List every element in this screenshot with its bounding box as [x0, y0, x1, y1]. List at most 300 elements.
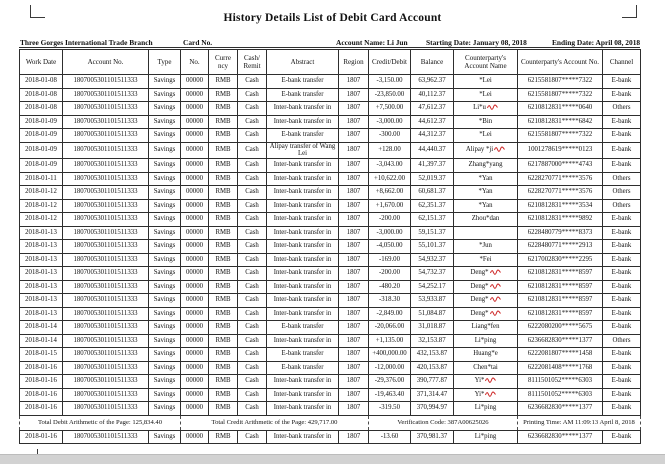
cell-account-no: 1807005301101511333 [63, 115, 149, 129]
cell-type: Savings [149, 240, 181, 254]
cell-work-date: 2018-01-16 [20, 430, 63, 444]
cell-region: 1807 [339, 375, 369, 389]
cell-type: Savings [149, 348, 181, 362]
cell-channel: E-bank [603, 348, 641, 362]
cell-channel: E-bank [603, 375, 641, 389]
cell-currency: RMB [209, 375, 238, 389]
cell-channel: E-bank [603, 75, 641, 89]
cell-counterparty-account-no: 6222081408*****1768 [518, 361, 603, 375]
cell-currency: RMB [209, 186, 238, 200]
redaction-scribble-icon [490, 269, 501, 275]
cell-region: 1807 [339, 102, 369, 116]
cell-no: 00000 [181, 199, 209, 213]
cell-cash-remit: Cash [238, 115, 267, 129]
table-row [20, 307, 641, 321]
cell-cash-remit: Cash [238, 430, 267, 444]
cell-currency: RMB [209, 75, 238, 89]
column-header-counterparty-account-no: Counterparty's Account No. [518, 50, 603, 75]
cell-cash-remit: Cash [238, 159, 267, 173]
cell-region: 1807 [339, 226, 369, 240]
cell-channel: E-bank [603, 129, 641, 143]
table-body [20, 75, 641, 416]
branch-name: Three Gorges International Trade Branch [20, 38, 153, 47]
cell-no: 00000 [181, 75, 209, 89]
cell-abstract: Inter-bank transfer in [267, 294, 339, 308]
cell-region: 1807 [339, 307, 369, 321]
cell-currency: RMB [209, 321, 238, 335]
cell-work-date: 2018-01-16 [20, 375, 63, 389]
cell-channel: Others [603, 199, 641, 213]
cell-work-date: 2018-01-14 [20, 334, 63, 348]
cell-channel: E-bank [603, 142, 641, 159]
cell-work-date: 2018-01-08 [20, 75, 63, 89]
cell-abstract: Inter-bank transfer in [267, 375, 339, 389]
cell-balance: 63,962.37 [411, 75, 454, 89]
cell-currency: RMB [209, 240, 238, 254]
cell-no: 00000 [181, 348, 209, 362]
cell-type: Savings [149, 142, 181, 159]
table-row [20, 361, 641, 375]
cell-no: 00000 [181, 388, 209, 402]
table-row [20, 199, 641, 213]
cell-abstract: Inter-bank transfer in [267, 186, 339, 200]
cell-counterparty-account-no: 6228480779*****8373 [518, 226, 603, 240]
cell-currency: RMB [209, 172, 238, 186]
cell-balance: 420,153.87 [411, 361, 454, 375]
cell-balance: 371,314.47 [411, 388, 454, 402]
cell-region: 1807 [339, 361, 369, 375]
column-header-type: Type [149, 50, 181, 75]
cell-no: 00000 [181, 102, 209, 116]
cell-abstract: Inter-bank transfer in [267, 226, 339, 240]
cell-region: 1807 [339, 115, 369, 129]
cell-credit-debit: -2,849.00 [369, 307, 411, 321]
cell-region: 1807 [339, 172, 369, 186]
cell-credit-debit: +7,500.00 [369, 102, 411, 116]
cell-region: 1807 [339, 348, 369, 362]
cell-no: 00000 [181, 375, 209, 389]
cell-abstract: Inter-bank transfer in [267, 267, 339, 281]
cell-channel: E-bank [603, 253, 641, 267]
cell-channel: E-bank [603, 213, 641, 227]
table-row [20, 280, 641, 294]
total-debit: Total Debit Arithmetic of the Page: 125,834.40 [20, 415, 181, 430]
cell-type: Savings [149, 159, 181, 173]
cell-type: Savings [149, 75, 181, 89]
cell-currency: RMB [209, 294, 238, 308]
total-credit: Total Credit Arithmetic of the Page: 429,717.00 [181, 415, 369, 430]
cell-type: Savings [149, 186, 181, 200]
table-row [20, 430, 641, 444]
cell-work-date: 2018-01-09 [20, 115, 63, 129]
cell-cash-remit: Cash [238, 361, 267, 375]
cell-counterparty-name: *Jun [454, 240, 518, 254]
cell-abstract: Inter-bank transfer in [267, 388, 339, 402]
cell-counterparty-account-no: 8111501052*****6303 [518, 375, 603, 389]
cell-currency: RMB [209, 213, 238, 227]
cell-channel: E-bank [603, 321, 641, 335]
column-header-account-no: Account No. [63, 50, 149, 75]
cell-credit-debit: -20,066.00 [369, 321, 411, 335]
cell-account-no: 1807005301101511333 [63, 213, 149, 227]
table-row [20, 402, 641, 416]
cell-account-no: 1807005301101511333 [63, 129, 149, 143]
cell-counterparty-name: *Fei [454, 253, 518, 267]
cell-region: 1807 [339, 334, 369, 348]
cell-balance: 32,153.87 [411, 334, 454, 348]
cell-channel: Others [603, 334, 641, 348]
cell-account-no: 1807005301101511333 [63, 75, 149, 89]
cell-currency: RMB [209, 88, 238, 102]
cell-credit-debit: -318.30 [369, 294, 411, 308]
cell-balance: 60,681.37 [411, 186, 454, 200]
cell-cash-remit: Cash [238, 402, 267, 416]
cell-credit-debit: -4,050.00 [369, 240, 411, 254]
cell-abstract: Inter-bank transfer in [267, 240, 339, 254]
cell-type: Savings [149, 199, 181, 213]
cell-no: 00000 [181, 115, 209, 129]
cell-work-date: 2018-01-09 [20, 159, 63, 173]
table-row [20, 75, 641, 89]
cell-no: 00000 [181, 186, 209, 200]
cell-no: 00000 [181, 307, 209, 321]
cell-counterparty-name: Liang*fen [454, 321, 518, 335]
cell-currency: RMB [209, 402, 238, 416]
cell-account-no: 1807005301101511333 [63, 102, 149, 116]
cell-no: 00000 [181, 361, 209, 375]
cell-balance: 54,732.37 [411, 267, 454, 281]
table-row [20, 253, 641, 267]
cell-counterparty-name: Deng* [454, 267, 518, 281]
cell-account-no: 1807005301101511333 [63, 240, 149, 254]
redaction-scribble-icon [490, 310, 501, 316]
cell-balance: 59,151.37 [411, 226, 454, 240]
cell-no: 00000 [181, 253, 209, 267]
cell-counterparty-account-no: 6210812831*****8597 [518, 267, 603, 281]
cell-counterparty-name: Li*ping [454, 430, 518, 444]
redaction-scribble-icon [494, 146, 505, 152]
cell-account-no: 1807005301101511333 [63, 430, 149, 444]
cell-work-date: 2018-01-12 [20, 186, 63, 200]
cell-counterparty-account-no: 6228480771*****2913 [518, 240, 603, 254]
cell-no: 00000 [181, 226, 209, 240]
cell-account-no: 1807005301101511333 [63, 307, 149, 321]
cell-counterparty-account-no: 6210812831*****8597 [518, 307, 603, 321]
cell-currency: RMB [209, 361, 238, 375]
cell-type: Savings [149, 253, 181, 267]
cell-abstract: Inter-bank transfer in [267, 280, 339, 294]
cell-no: 00000 [181, 213, 209, 227]
cell-no: 00000 [181, 321, 209, 335]
cell-type: Savings [149, 430, 181, 444]
cell-credit-debit: -3,150.00 [369, 75, 411, 89]
cell-counterparty-name: Alipay *ji [454, 142, 518, 159]
cell-cash-remit: Cash [238, 102, 267, 116]
cell-abstract: E-bank transfer [267, 348, 339, 362]
cell-counterparty-account-no: 6228270771*****3576 [518, 186, 603, 200]
cell-no: 00000 [181, 334, 209, 348]
cell-currency: RMB [209, 348, 238, 362]
verification-code: Verification Code: 387A00625026 [369, 415, 518, 430]
cell-abstract: Alipay transfer of Wang Lei [267, 142, 339, 159]
cell-balance: 55,101.37 [411, 240, 454, 254]
cell-no: 00000 [181, 430, 209, 444]
cell-type: Savings [149, 402, 181, 416]
cell-credit-debit: +1,135.00 [369, 334, 411, 348]
cell-work-date: 2018-01-15 [20, 348, 63, 362]
cell-balance: 40,112.37 [411, 88, 454, 102]
cell-work-date: 2018-01-08 [20, 88, 63, 102]
cell-cash-remit: Cash [238, 199, 267, 213]
cell-currency: RMB [209, 253, 238, 267]
cell-region: 1807 [339, 142, 369, 159]
cell-credit-debit: -169.00 [369, 253, 411, 267]
cell-account-no: 1807005301101511333 [63, 226, 149, 240]
cell-channel: E-bank [603, 294, 641, 308]
cell-counterparty-account-no: 6210812831*****6842 [518, 115, 603, 129]
cell-counterparty-account-no: 6210812831*****3534 [518, 199, 603, 213]
column-header-region: Region [339, 50, 369, 75]
cell-counterparty-account-no: 6210812831*****9892 [518, 213, 603, 227]
cell-work-date: 2018-01-13 [20, 280, 63, 294]
cell-region: 1807 [339, 253, 369, 267]
cell-no: 00000 [181, 142, 209, 159]
column-header-credit-debit: Credit/Debit [369, 50, 411, 75]
cell-balance: 51,084.87 [411, 307, 454, 321]
cell-balance: 47,612.37 [411, 102, 454, 116]
cell-counterparty-account-no: 6210812831*****0640 [518, 102, 603, 116]
cell-balance: 41,397.37 [411, 159, 454, 173]
cell-currency: RMB [209, 199, 238, 213]
cell-region: 1807 [339, 402, 369, 416]
column-header-currency: Curre ncy [209, 50, 238, 75]
cell-channel: Others [603, 172, 641, 186]
column-header-cash-remit: Cash/ Remit [238, 50, 267, 75]
cell-currency: RMB [209, 307, 238, 321]
cell-abstract: Inter-bank transfer in [267, 172, 339, 186]
cell-cash-remit: Cash [238, 88, 267, 102]
cell-type: Savings [149, 321, 181, 335]
cell-balance: 54,252.17 [411, 280, 454, 294]
cell-account-no: 1807005301101511333 [63, 375, 149, 389]
cell-counterparty-account-no: 6222081807*****1458 [518, 348, 603, 362]
cell-type: Savings [149, 361, 181, 375]
cell-channel: E-bank [603, 388, 641, 402]
cell-cash-remit: Cash [238, 267, 267, 281]
cell-abstract: Inter-bank transfer in [267, 402, 339, 416]
cell-credit-debit: -319.50 [369, 402, 411, 416]
cell-counterparty-name: Chen*tai [454, 361, 518, 375]
page-title: History Details List of Debit Card Account [223, 12, 442, 24]
ending-date: Ending Date: April 08, 2018 [552, 38, 641, 47]
cell-credit-debit: -3,000.00 [369, 226, 411, 240]
cell-currency: RMB [209, 280, 238, 294]
cell-balance: 44,440.37 [411, 142, 454, 159]
column-header-counterparty-name: Counterparty's Account Name [454, 50, 518, 75]
cell-counterparty-name: Yi* [454, 375, 518, 389]
cell-counterparty-name: *Lei [454, 88, 518, 102]
cell-abstract: Inter-bank transfer in [267, 199, 339, 213]
cell-cash-remit: Cash [238, 321, 267, 335]
cell-cash-remit: Cash [238, 294, 267, 308]
cell-abstract: Inter-bank transfer in [267, 213, 339, 227]
cell-currency: RMB [209, 388, 238, 402]
cell-type: Savings [149, 307, 181, 321]
cell-region: 1807 [339, 430, 369, 444]
cell-credit-debit: -29,376.00 [369, 375, 411, 389]
cell-credit-debit: -300.00 [369, 129, 411, 143]
cell-cash-remit: Cash [238, 307, 267, 321]
cell-channel: E-bank [603, 88, 641, 102]
cell-currency: RMB [209, 267, 238, 281]
cell-account-no: 1807005301101511333 [63, 348, 149, 362]
cell-counterparty-account-no: 6236682830*****1377 [518, 402, 603, 416]
cell-currency: RMB [209, 142, 238, 159]
cell-region: 1807 [339, 240, 369, 254]
cell-counterparty-account-no: 8111501052*****6303 [518, 388, 603, 402]
cell-counterparty-account-no: 6217002830*****2295 [518, 253, 603, 267]
cell-work-date: 2018-01-14 [20, 321, 63, 335]
cell-cash-remit: Cash [238, 226, 267, 240]
cell-cash-remit: Cash [238, 75, 267, 89]
cell-credit-debit: -480.20 [369, 280, 411, 294]
cell-no: 00000 [181, 402, 209, 416]
cell-counterparty-name: *Lei [454, 75, 518, 89]
cell-region: 1807 [339, 199, 369, 213]
cell-cash-remit: Cash [238, 253, 267, 267]
cell-account-no: 1807005301101511333 [63, 199, 149, 213]
cell-type: Savings [149, 375, 181, 389]
cell-account-no: 1807005301101511333 [63, 388, 149, 402]
cell-counterparty-name: Deng* [454, 307, 518, 321]
cell-abstract: Inter-bank transfer in [267, 430, 339, 444]
cell-work-date: 2018-01-13 [20, 307, 63, 321]
cell-region: 1807 [339, 129, 369, 143]
cell-region: 1807 [339, 388, 369, 402]
cell-region: 1807 [339, 88, 369, 102]
cell-balance: 62,351.37 [411, 199, 454, 213]
cell-balance: 370,981.37 [411, 430, 454, 444]
cell-work-date: 2018-01-13 [20, 294, 63, 308]
cell-counterparty-name: Deng* [454, 280, 518, 294]
cell-region: 1807 [339, 294, 369, 308]
cell-counterparty-account-no: 6210812831*****8597 [518, 280, 603, 294]
cell-counterparty-name: Zhang*yang [454, 159, 518, 173]
cell-cash-remit: Cash [238, 213, 267, 227]
cell-account-no: 1807005301101511333 [63, 267, 149, 281]
column-header-channel: Channel [603, 50, 641, 75]
cell-channel: E-bank [603, 361, 641, 375]
cell-work-date: 2018-01-08 [20, 102, 63, 116]
cell-counterparty-name: *Lei [454, 129, 518, 143]
cell-type: Savings [149, 129, 181, 143]
cell-counterparty-name: *Yan [454, 172, 518, 186]
cell-counterparty-name: Li*ping [454, 334, 518, 348]
cell-no: 00000 [181, 240, 209, 254]
cell-credit-debit: +400,000.00 [369, 348, 411, 362]
cell-account-no: 1807005301101511333 [63, 361, 149, 375]
cell-channel: E-bank [603, 115, 641, 129]
cell-credit-debit: -3,043.00 [369, 159, 411, 173]
cell-work-date: 2018-01-11 [20, 172, 63, 186]
cell-counterparty-account-no: 6215581807*****7322 [518, 129, 603, 143]
cell-account-no: 1807005301101511333 [63, 142, 149, 159]
cell-counterparty-name: Huang*e [454, 348, 518, 362]
starting-date: Starting Date: January 08, 2018 [426, 38, 527, 47]
cell-no: 00000 [181, 294, 209, 308]
redaction-scribble-icon [487, 104, 498, 110]
cell-region: 1807 [339, 186, 369, 200]
cell-balance: 432,153.87 [411, 348, 454, 362]
cell-counterparty-account-no: 6222080200*****5675 [518, 321, 603, 335]
cell-cash-remit: Cash [238, 142, 267, 159]
cell-region: 1807 [339, 75, 369, 89]
cell-type: Savings [149, 334, 181, 348]
column-header-no: No. [181, 50, 209, 75]
cell-work-date: 2018-01-16 [20, 402, 63, 416]
cell-channel: E-bank [603, 430, 641, 444]
redaction-scribble-icon [485, 391, 496, 397]
cell-balance: 52,019.37 [411, 172, 454, 186]
cell-balance: 31,018.87 [411, 321, 454, 335]
card-no-label: Card No. [183, 38, 213, 47]
cell-account-no: 1807005301101511333 [63, 294, 149, 308]
table-row [20, 88, 641, 102]
cell-type: Savings [149, 102, 181, 116]
cell-no: 00000 [181, 88, 209, 102]
cell-abstract: Inter-bank transfer in [267, 115, 339, 129]
cell-balance: 44,312.37 [411, 129, 454, 143]
cell-currency: RMB [209, 430, 238, 444]
header-row [20, 50, 641, 75]
table-row [20, 213, 641, 227]
cell-abstract: Inter-bank transfer in [267, 159, 339, 173]
cell-cash-remit: Cash [238, 375, 267, 389]
cell-counterparty-name: Li*u [454, 102, 518, 116]
cell-region: 1807 [339, 321, 369, 335]
cell-abstract: Inter-bank transfer in [267, 334, 339, 348]
cell-type: Savings [149, 172, 181, 186]
table-row [20, 334, 641, 348]
info-row-underline [19, 47, 640, 48]
cell-counterparty-account-no: 6228270771*****3576 [518, 172, 603, 186]
cell-cash-remit: Cash [238, 240, 267, 254]
redaction-scribble-icon [490, 283, 501, 289]
cell-credit-debit: -19,463.40 [369, 388, 411, 402]
cell-channel: E-bank [603, 159, 641, 173]
table-row [20, 240, 641, 254]
cell-account-no: 1807005301101511333 [63, 172, 149, 186]
cell-counterparty-account-no: 6215581807*****7322 [518, 75, 603, 89]
cell-work-date: 2018-01-13 [20, 226, 63, 240]
cell-type: Savings [149, 226, 181, 240]
cell-credit-debit: -23,850.00 [369, 88, 411, 102]
cell-balance: 370,994.97 [411, 402, 454, 416]
cell-currency: RMB [209, 159, 238, 173]
transactions-table [19, 49, 641, 444]
cell-abstract: Inter-bank transfer in [267, 307, 339, 321]
cell-type: Savings [149, 115, 181, 129]
cell-balance: 44,612.37 [411, 115, 454, 129]
cell-work-date: 2018-01-16 [20, 361, 63, 375]
cell-abstract: E-bank transfer [267, 321, 339, 335]
table-row [20, 294, 641, 308]
cell-channel: E-bank [603, 402, 641, 416]
cell-account-no: 1807005301101511333 [63, 280, 149, 294]
cell-credit-debit: +10,622.00 [369, 172, 411, 186]
cell-channel: E-bank [603, 307, 641, 321]
cell-account-no: 1807005301101511333 [63, 321, 149, 335]
